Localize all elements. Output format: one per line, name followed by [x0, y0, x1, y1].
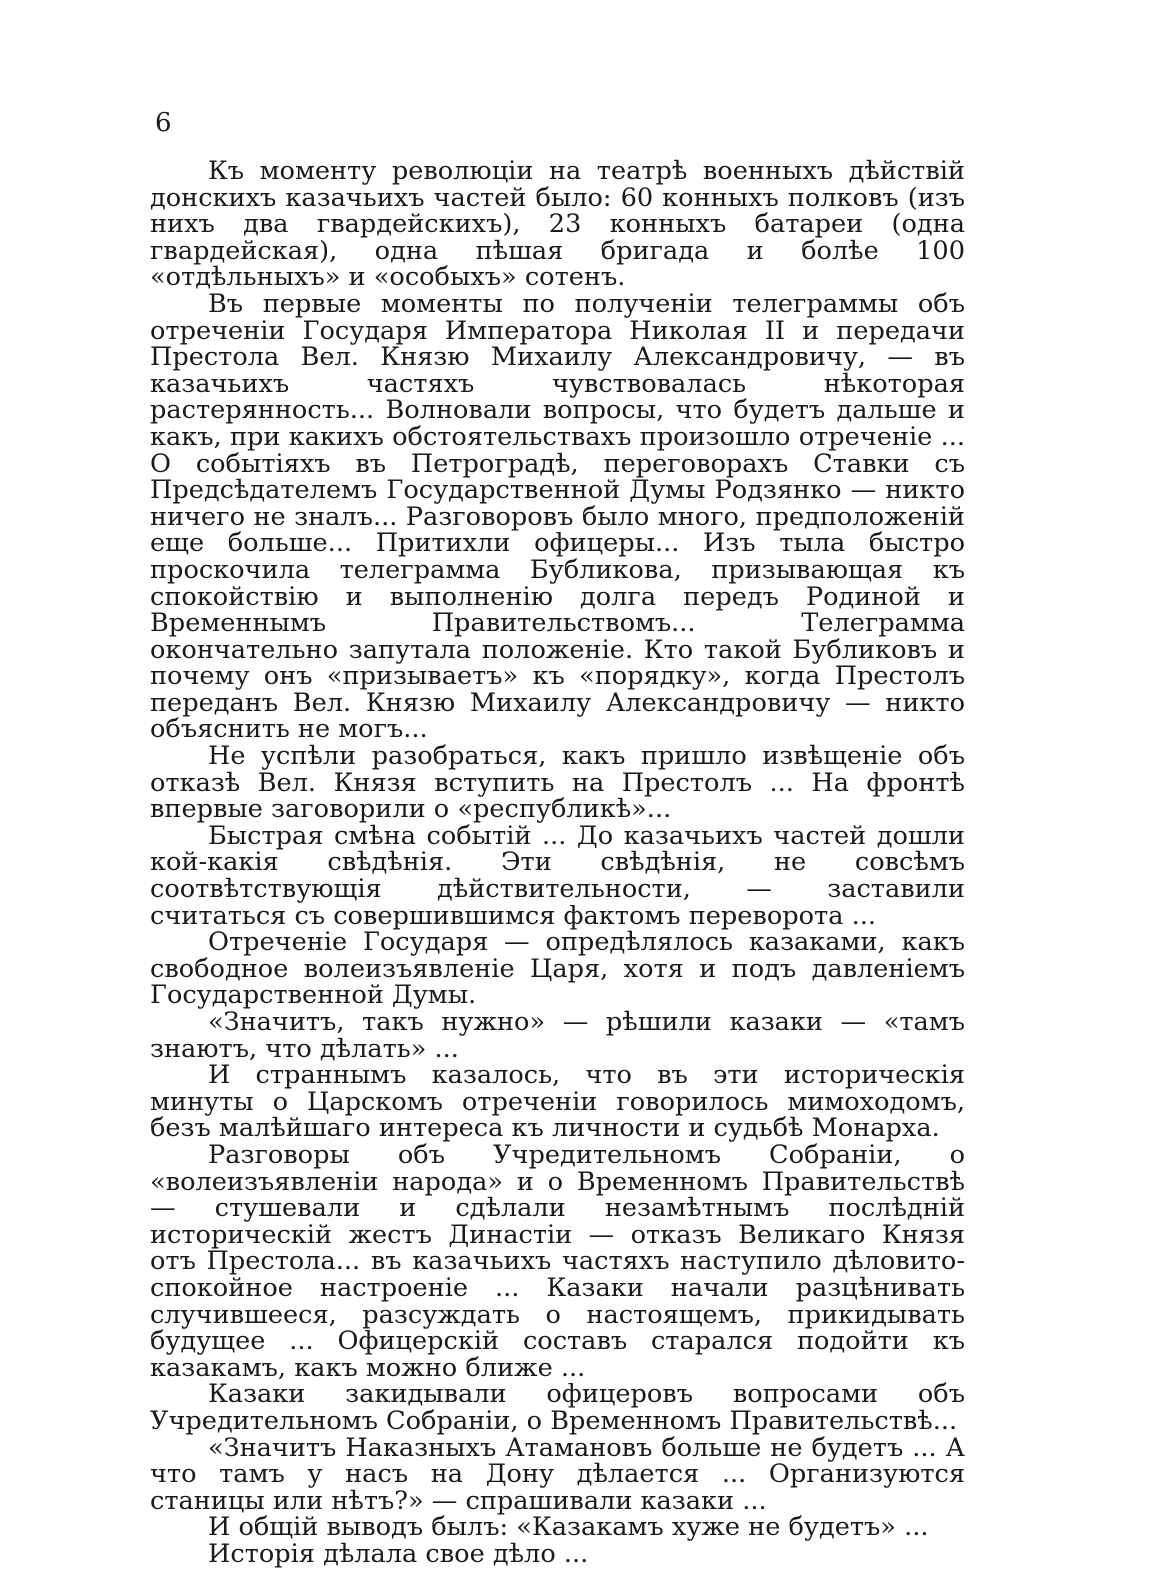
paragraph: Не успѣли разобраться, какъ пришло извѣщеніе объ отказѣ Вел. Князя вступить на Престолъ ... На фронтѣ впервые заговорили о «республикѣ»... [150, 741, 965, 825]
paragraph: «Значитъ, такъ нужно» — рѣшили казаки — «тамъ знаютъ, что дѣлать» ... [150, 1007, 965, 1064]
paragraph: Въ первые моменты по полученіи телеграммы объ отреченіи Государя Императора Николая II и передачи Престола Вел. Князю Михаилу Александровичу, — въ казачьихъ частяхъ чувствовалась нѣкоторая растерянность... Волновали вопросы, что будетъ дальше и какъ, при какихъ обстоятельствахъ произошло отреченіе ... О событіяхъ въ Петроградѣ, переговорахъ Ставки съ Предсѣдателемъ Государственной Думы Родзянко — никто ничего не зналъ... Разговоровъ было много, предположеній еще больше... Притихли офицеры... Изъ тыла быстро проскочила телеграмма Бубликова, призывающая къ спокойствію и выполненію долга передъ Родиной и Временнымъ Правительствомъ... Телеграмма окончательно запутала положеніе. Кто такой Бубликовъ и почему онъ «призываетъ» къ «порядку», когда Престолъ переданъ Вел. Князю Михаилу Александровичу — никто объяснить не могъ... [150, 288, 965, 745]
paragraph: Отреченіе Государя — опредѣлялось казаками, какъ свободное волеизъявленіе Царя, хотя и подъ давленіемъ Государственной Думы. [150, 927, 965, 1011]
paragraph: Казаки закидывали офицеровъ вопросами объ Учредительномъ Собраніи, о Временномъ Правительствѣ... [150, 1379, 965, 1436]
paragraph: Быстрая смѣна событій ... До казачьихъ частей дошли кой-какія свѣдѣнія. Эти свѣдѣнія, не совсѣмъ соотвѣтствующія дѣйствительности, — заставили считаться съ совершившимся фактомъ переворота ... [150, 820, 965, 931]
paragraph: Къ моменту революціи на театрѣ военныхъ дѣйствій донскихъ казачьихъ частей было: 60 конныхъ полковъ (изъ нихъ два гвардейскихъ), 23 конныхъ батареи (одна гвардейская), одна пѣшая бригада и болѣе 100 «отдѣльныхъ» и «особыхъ» сотенъ. [150, 156, 965, 293]
page-number: 6 [155, 108, 172, 138]
paragraph: И страннымъ казалось, что въ эти историческія минуты о Царскомъ отреченіи говорилось мимоходомъ, безъ малѣйшаго интереса къ личности и судьбѣ Монарха. [150, 1060, 965, 1144]
paragraph: Исторія дѣлала свое дѣло ... [208, 1538, 589, 1569]
page-text [150, 158, 965, 1567]
paragraph: И общій выводъ былъ: «Казакамъ хуже не будетъ» ... [208, 1512, 929, 1543]
paragraph: Разговоры объ Учредительномъ Собраніи, о «волеизъявленіи народа» и о Временномъ Правительствѣ — стушевали и сдѣлали незамѣтнымъ послѣдній историческій жестъ Династіи — отказъ Великаго Князя отъ Престола... въ казачьихъ частяхъ наступило дѣловито-спокойное настроеніе ... Казаки начали разцѣнивать случившееся, разсуждать о настоящемъ, прикидывать будущее ... Офицерскій составъ старался подойти къ казакамъ, какъ можно ближе ... [150, 1139, 965, 1383]
paragraph: «Значитъ Наказныхъ Атамановъ больше не будетъ ... А что тамъ у насъ на Дону дѣлается ... Организуются станицы или нѣтъ?» — спрашивали казаки ... [150, 1432, 965, 1516]
